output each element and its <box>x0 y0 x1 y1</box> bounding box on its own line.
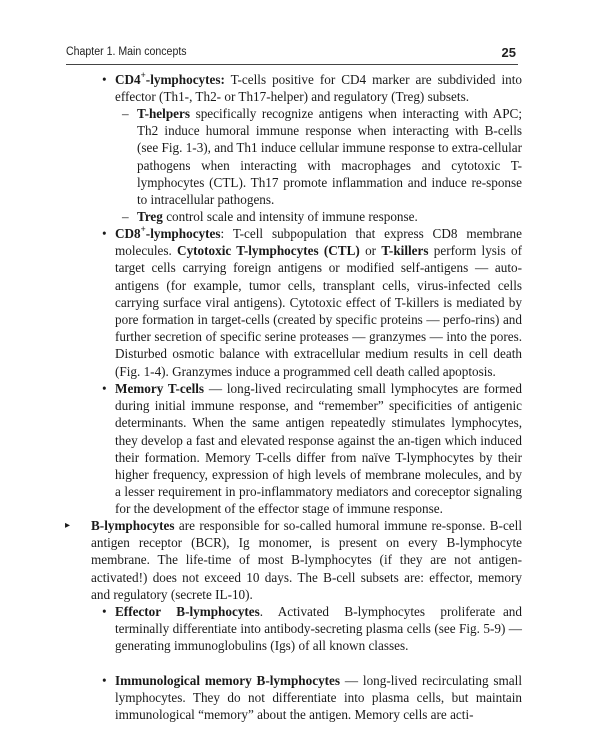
term-b-lymphocytes: B-lymphocytes <box>91 518 175 533</box>
paragraph-b-lymphocytes: B-lymphocytes are responsible for so-called humoral immune re-sponse. B-cell antigen receptor (BCR), Ig monomer, is present on every B-lymphocyte membrane. The life-time of most B-lymphocytes (if they are not antigen-activated!) does not exceed 10 days. The B-cell subsets are: effector, memory and regulatory (secrete IL-10). <box>91 518 522 602</box>
term-cd4: CD4+-lymphocytes: <box>115 69 225 87</box>
paragraph-cd4: CD4+-lymphocytes: T-cells positive for CD4 marker are subdivided into effector (Th1-, Th2- or Th17-helper) and regulatory (Treg) subsets. <box>115 69 522 105</box>
list-item-treg <box>122 208 522 225</box>
paragraph-memory-b: Immunological memory B-lymphocytes — long-lived recirculating small lymphocytes. They do not differentiate into plasma cells, but maintain immunological “memory” about the antigen. Memory cells are acti- <box>115 673 522 723</box>
chapter-title: Chapter 1. Main concepts <box>66 46 187 58</box>
term-memory-t: Memory T-cells <box>115 381 205 396</box>
term-effector-b: Effector B-lymphocytes <box>115 604 260 619</box>
list-item-memory-b <box>102 672 522 724</box>
term-t-helpers: T-helpers <box>137 106 190 121</box>
paragraph-memory-t: Memory T-cells — long-lived recirculating small lymphocytes are formed during initial immune response, and “remember” specificities of antigenic determinants. When the same antigen repeatedly stimulates lymphocytes, they develop a fast and elevated response against the an-tigen which induced their formation. Memory T-cells differ from naïve T-lymphocytes by their higher frequency, expression of high levels of membrane molecules, and by a lesser requirement in pro-inflammatory mediators and coreceptor signaling for the development of the effector stage of immune response. <box>115 381 523 517</box>
paragraph-treg: Treg control scale and intensity of immune response. <box>137 209 418 224</box>
page-number: 25 <box>501 45 516 60</box>
paragraph-cd8: CD8+-lymphocytes: T-cell subpopulation that express CD8 membrane molecules. Cytotoxic T-lymphocytes (CTL) or T-killers perform lysis of target cells carrying foreign antigens or modified self-antigens — auto-antigens (for example, tumor cells, transplant cells, virus-infected cells carrying surface viral antigens). Cytotoxic effect of T-killers is mediated by pore formation in target-cells (created by specific proteins — perfo-rins) and further secretion of specific serine proteases — granzymes — into the pores. Disturbed osmotic balance with extracellular medium results in cell death (Fig. 1-4). Granzymes induce a programmed cell death called apoptosis. <box>115 223 522 379</box>
bullet-marker: • <box>102 226 107 241</box>
list-item-t-helpers <box>122 105 522 208</box>
list-item-memory-t <box>102 380 523 518</box>
list-item-cd8 <box>102 223 522 380</box>
term-t-killers: T-killers <box>381 243 429 259</box>
list-item-effector-b <box>102 603 526 655</box>
list-item-cd4 <box>102 69 522 105</box>
term-memory-b: Immunological memory B-lymphocytes <box>115 673 341 688</box>
dash-marker: – <box>122 209 129 224</box>
list-item-b-lymphocytes <box>65 517 522 603</box>
arrow-marker: ▸ <box>65 520 71 531</box>
term-cd8: CD8+-lymphocytes <box>115 223 221 241</box>
dash-marker: – <box>122 106 129 121</box>
paragraph-effector-b: Effector B-lymphocytes. Activated B-lymphocytes proliferate and terminally differentiate into antibody-secreting plasma cells (see Fig. 5-9) — generating immunoglobulins (Igs) of all known classes. <box>115 604 526 654</box>
bullet-marker: • <box>102 381 107 396</box>
bullet-marker: • <box>102 604 107 619</box>
paragraph-t-helpers: T-helpers specifically recognize antigens when interacting with APC; Th2 induce humoral immune response when interacting with B-cells (see Fig. 1-3), and Th1 induce cellular immune response to extra-cellular pathogens when interacting with macrophages and cytotoxic T-lymphocytes (CTL). Th17 promote inflammation and induce re-sponse to intracellular pathogens. <box>137 106 522 208</box>
term-ctl: Cytotoxic T-lymphocytes (CTL) <box>177 243 360 259</box>
header-rule <box>66 64 518 65</box>
bullet-marker: • <box>102 673 107 688</box>
bullet-marker: • <box>102 72 107 87</box>
running-header <box>66 46 516 64</box>
term-treg: Treg <box>137 209 163 224</box>
